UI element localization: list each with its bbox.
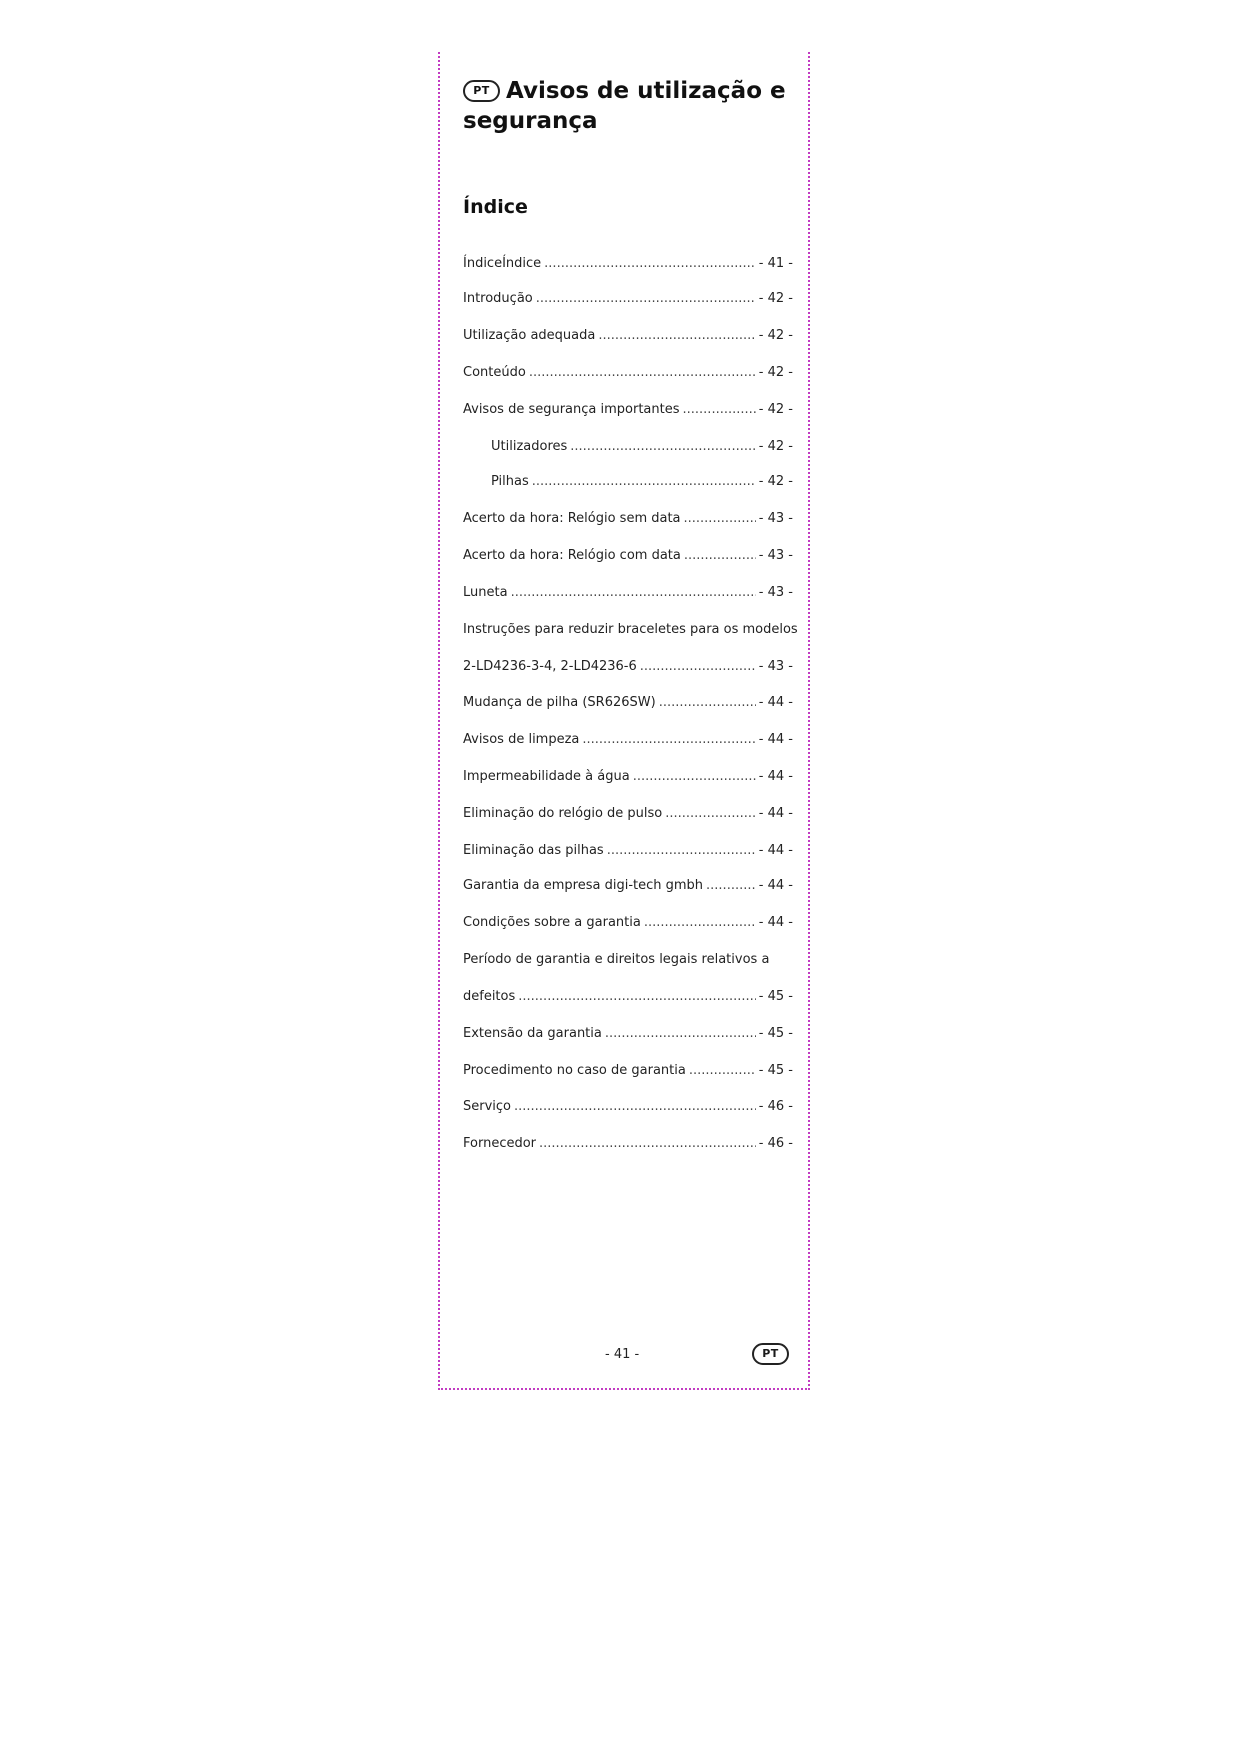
toc-leader-dots bbox=[539, 1136, 756, 1151]
toc-entry[interactable] bbox=[463, 732, 793, 747]
toc-page-number: - 45 - bbox=[758, 989, 793, 1004]
toc-page-number: - 43 - bbox=[758, 511, 793, 526]
toc-page-number: - 44 - bbox=[758, 915, 793, 930]
page-title-text: Avisos de utilização e segurança bbox=[463, 78, 786, 134]
toc-entry[interactable] bbox=[463, 1136, 793, 1151]
toc-label: Avisos de segurança importantes bbox=[463, 402, 680, 417]
toc-page-number: - 43 - bbox=[758, 659, 793, 674]
footer-language-badge bbox=[752, 1343, 795, 1366]
toc-label: Instruções para reduzir braceletes para os modelos bbox=[463, 622, 798, 637]
toc-page-number: - 46 - bbox=[758, 1136, 793, 1151]
toc-entry[interactable] bbox=[463, 328, 793, 343]
toc-page-number: - 41 - bbox=[758, 256, 793, 271]
toc-entry[interactable] bbox=[463, 806, 793, 821]
toc-page-number: - 44 - bbox=[758, 769, 793, 784]
toc-leader-dots bbox=[644, 915, 756, 930]
toc-label: Acerto da hora: Relógio sem data bbox=[463, 511, 681, 526]
toc-label: Pilhas bbox=[491, 474, 529, 489]
toc-leader-dots bbox=[633, 769, 756, 784]
toc-label: Eliminação das pilhas bbox=[463, 843, 604, 858]
toc-leader-dots bbox=[598, 328, 755, 343]
toc-entry[interactable] bbox=[463, 402, 793, 417]
toc-label: Procedimento no caso de garantia bbox=[463, 1063, 686, 1078]
toc-label: Impermeabilidade à água bbox=[463, 769, 630, 784]
toc-label: Utilização adequada bbox=[463, 328, 596, 343]
toc-page-number: - 44 - bbox=[758, 843, 793, 858]
toc-entry[interactable] bbox=[463, 1026, 793, 1041]
toc-label: ÍndiceÍndice bbox=[463, 256, 542, 271]
toc-label: Acerto da hora: Relógio com data bbox=[463, 548, 681, 563]
toc-leader-dots bbox=[640, 659, 756, 674]
toc-entry[interactable] bbox=[463, 365, 793, 380]
toc-entry[interactable] bbox=[463, 622, 798, 637]
toc-entry[interactable] bbox=[463, 659, 793, 674]
toc-page-number: - 43 - bbox=[758, 548, 793, 563]
language-badge: PT bbox=[463, 80, 500, 102]
toc-label: Utilizadores bbox=[491, 439, 568, 454]
toc-leader-dots bbox=[532, 474, 756, 489]
toc-page-number: - 43 - bbox=[758, 585, 793, 600]
toc-leader-dots bbox=[544, 256, 756, 271]
toc-entry[interactable] bbox=[463, 952, 793, 967]
toc-entry[interactable] bbox=[463, 878, 793, 893]
toc-page-number: - 44 - bbox=[758, 732, 793, 747]
toc-label: Conteúdo bbox=[463, 365, 526, 380]
toc-leader-dots bbox=[683, 402, 756, 417]
toc-page-number: - 42 - bbox=[758, 474, 793, 489]
toc-label: Garantia da empresa digi-tech gmbh bbox=[463, 878, 704, 893]
toc-label: Avisos de limpeza bbox=[463, 732, 580, 747]
toc-leader-dots bbox=[514, 1099, 756, 1114]
toc-page-number: - 44 - bbox=[758, 806, 793, 821]
toc-entry[interactable] bbox=[491, 474, 793, 489]
footer-page-number: - 41 - bbox=[605, 1347, 640, 1362]
toc-label: Introdução bbox=[463, 291, 533, 306]
page-title bbox=[463, 76, 793, 136]
toc-page-number: - 42 - bbox=[758, 365, 793, 380]
toc-leader-dots bbox=[706, 878, 756, 893]
toc-leader-dots bbox=[684, 511, 756, 526]
toc-leader-dots bbox=[605, 1026, 756, 1041]
toc-label: Fornecedor bbox=[463, 1136, 537, 1151]
toc-entry[interactable] bbox=[463, 843, 793, 858]
toc-page-number: - 44 - bbox=[758, 878, 793, 893]
page-frame bbox=[438, 52, 810, 1390]
toc-label: Extensão da garantia bbox=[463, 1026, 602, 1041]
toc-leader-dots bbox=[518, 989, 756, 1004]
toc-entry[interactable] bbox=[463, 695, 793, 710]
toc-leader-dots bbox=[659, 695, 756, 710]
toc-leader-dots bbox=[684, 548, 756, 563]
toc-leader-dots bbox=[607, 843, 756, 858]
toc-leader-dots bbox=[536, 291, 756, 306]
toc-leader-dots bbox=[689, 1063, 756, 1078]
toc-page-number: - 45 - bbox=[758, 1063, 793, 1078]
toc-label: Condições sobre a garantia bbox=[463, 915, 641, 930]
toc-page-number: - 42 - bbox=[758, 439, 793, 454]
toc-label: Período de garantia e direitos legais relativos a bbox=[463, 952, 770, 967]
toc-page-number: - 46 - bbox=[758, 1099, 793, 1114]
toc-page-number: - 42 - bbox=[758, 291, 793, 306]
index-heading: Índice bbox=[463, 196, 528, 218]
toc-page-number: - 45 - bbox=[758, 1026, 793, 1041]
toc-entry[interactable] bbox=[463, 769, 793, 784]
toc-entry[interactable] bbox=[463, 256, 793, 271]
toc-leader-dots bbox=[582, 732, 755, 747]
toc-leader-dots bbox=[529, 365, 756, 380]
toc-entry[interactable] bbox=[463, 1099, 793, 1114]
toc-leader-dots bbox=[511, 585, 756, 600]
toc-entry[interactable] bbox=[463, 291, 793, 306]
toc-entry[interactable] bbox=[463, 1063, 793, 1078]
toc-label: Eliminação do relógio de pulso bbox=[463, 806, 663, 821]
toc-page-number: - 42 - bbox=[758, 328, 793, 343]
pt-badge-icon: PT bbox=[752, 1343, 789, 1365]
toc-entry[interactable] bbox=[463, 989, 793, 1004]
toc-label: Serviço bbox=[463, 1099, 512, 1114]
toc-entry[interactable] bbox=[463, 915, 793, 930]
toc-label: Luneta bbox=[463, 585, 508, 600]
toc-label: 2-LD4236-3-4, 2-LD4236-6 bbox=[463, 659, 637, 674]
toc-label: Mudança de pilha (SR626SW) bbox=[463, 695, 656, 710]
toc-entry[interactable] bbox=[491, 439, 793, 454]
toc-leader-dots bbox=[665, 806, 756, 821]
toc-entry[interactable] bbox=[463, 548, 793, 563]
toc-page-number: - 42 - bbox=[758, 402, 793, 417]
toc-entry[interactable] bbox=[463, 511, 793, 526]
toc-entry[interactable] bbox=[463, 585, 793, 600]
toc-page-number: - 44 - bbox=[758, 695, 793, 710]
toc-label: defeitos bbox=[463, 989, 516, 1004]
toc-leader-dots bbox=[570, 439, 756, 454]
